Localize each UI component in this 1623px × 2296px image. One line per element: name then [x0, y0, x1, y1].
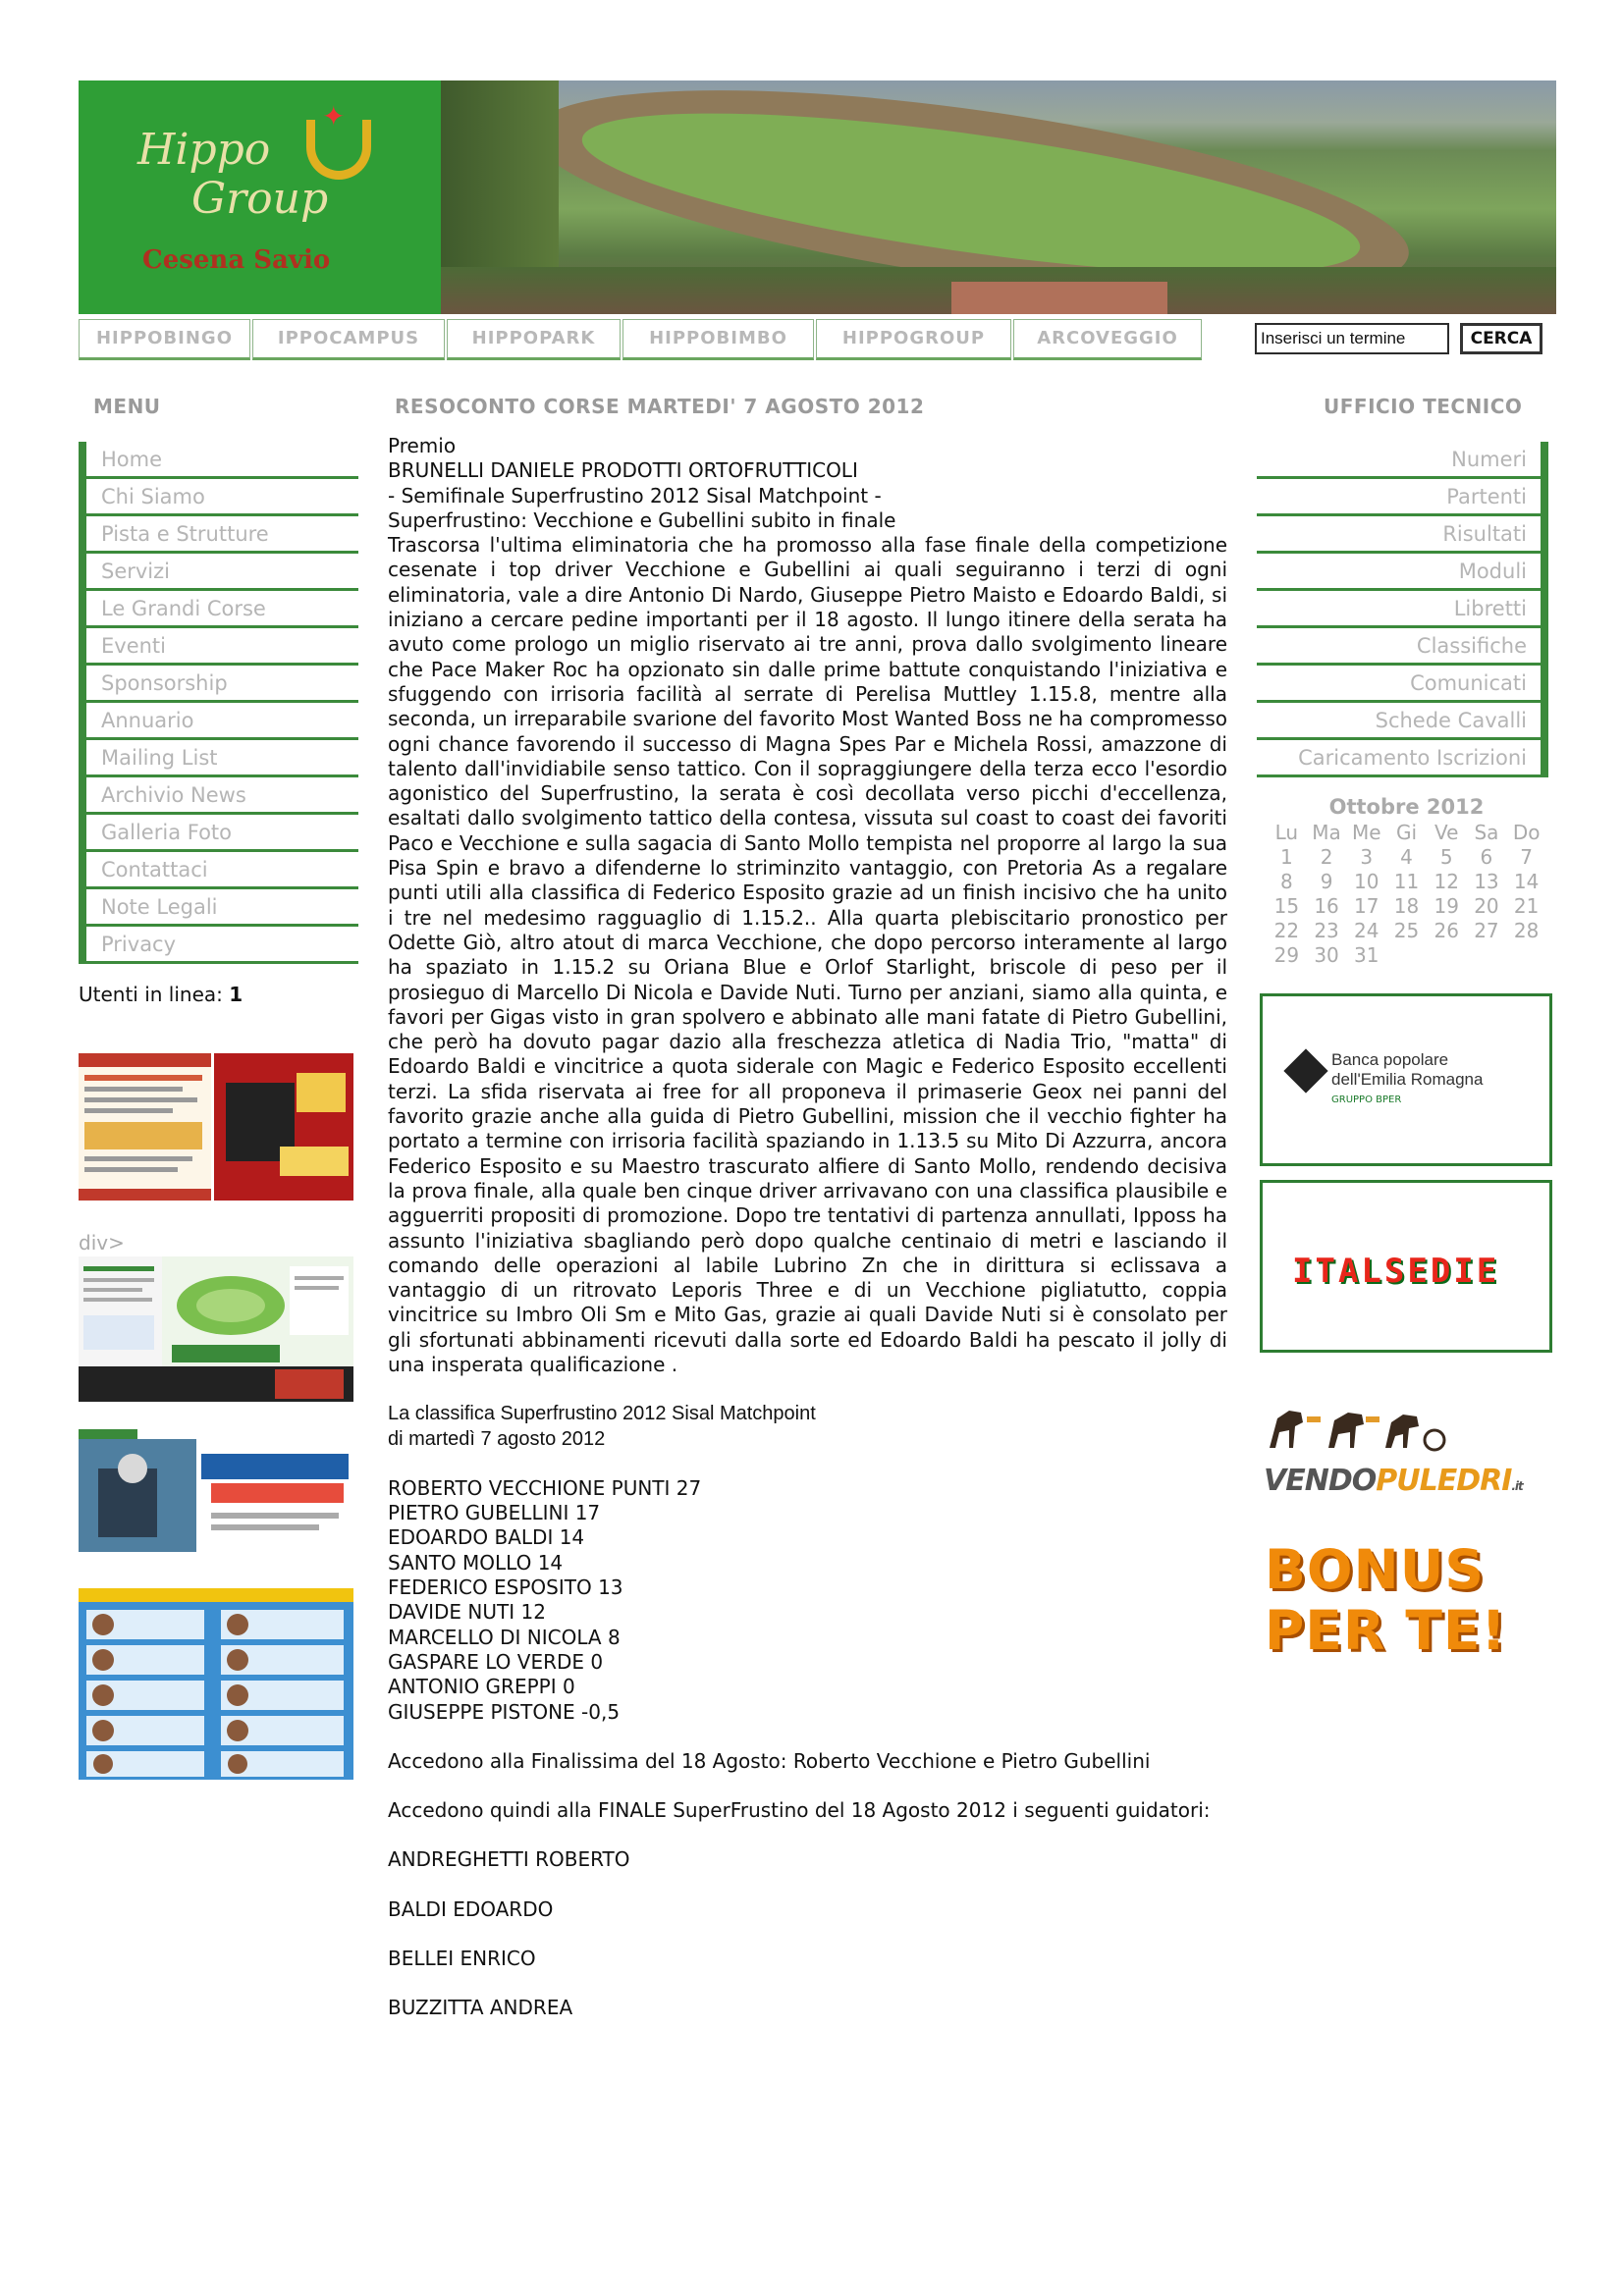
calendar-day[interactable]: 16: [1314, 894, 1339, 918]
classifica-date: di martedì 7 agosto 2012: [388, 1427, 606, 1450]
article-paragraph: Trascorsa l'ultima eliminatoria che ha promosso alla fase finale della competizione cesenate i top driver Vecchione e Gubellini ai quali seguiranno i terzi di ogni eliminatoria, vale a dire Antonio Di Nardo, Giuseppe Pietro Maisto e Edoardo Baldi, si iniziano a cercare pedine importanti per il 18 agosto. Il lungo itinere della serata ha avuto come prologo un miglio riservato ai tre anni, prova dallo svolgimento lineare che Pace Maker Roc ha opzionato sin dalle prime battute conquistando l'iniziativa e sfuggendo con irrisoria facilità al serrate di Perelisa Muttley 1.15.8, mentre alla seconda, un irreparabile svarione del favorito Most Wanted Boss ne ha compromesso ogni chance favorendo il successo di Magna Spes Par e Michela Rossi, amazzone di talento dall'invidiabile senso tattico. Con il sopraggiungere della terza ecco l'esordio agonistico del Superfrustino, la serata è così decollata verso picchi d'eccellenza, esaltati dallo svolgimento tattico della contesa, vissuta sul coast to coast dei favoriti Paco e Vecchione e sulla sagacia di Santo Mollo tempista nel proporre al largo la sua Pisa Spin e bravo a difenderne lo striminzito vantaggio, con Pretoria As a regalare punti utili alla classifica di Federico Esposito grazie ad un finish incisivo che ha unito i tre nel medesimo ragguaglio di 1.15.2.. Alla quarta plebiscitario pronostico per Odette Giò, altro atout di marca Vecchione, che dopo percorso interamente al largo ha spaziato in 1.15.2 su Oriana Blue e Orlof Starlight, briscole di peso per il prosieguo di Marcello Di Nicola e Davide Nuti. Turno per anziani, siamo alla quinta, e favori per Gigas visto in gran spolvero e abbinato alle mani fatate di Pietro Gubellini, che però ha dovuto pagar dazio alla freschezza atletica di Nadia Trio, "matta" di Edoardo Baldi e vincitrice a quota siderale con Magic e Federico Esposito eccellenti terzi. La sfida riservata ai free for all proponeva il primaserie Geox nei panni del favorito grazie anche alla guida di Pietro Gubellini, mission che il vecchio fighter ha portato a termine con irrisoria facilità spaziando in 1.13.5 su Mito Di Azzurra, ancora Federico Esposito e su Maestro trascurato alfiere di Santo Mollo, rendendo decisiva la prova finale, alla quale ben cinque driver arrivavano con una classifica plausibile e agguerriti propositi di promozione. Dopo tre tentativi di partenza annullati, Ipposs ha assunto l'iniziativa sbagliando però dopo qualche centinaio di metri e lasciando il comando delle operazioni al labile Lubrino Zn che in dirittura si eclissava a vantaggio di un ritrovato Leporis Three e di un Vecchione pigliatutto, coppia vincitrice su Imbro Oli Sm e Mito Gas, grazie ai quali Davide Nuti si è consolato per gli sfortunati abbinamenti ricevuti dalla sorte ed Edoardo Baldi ha pescato il jolly di una insperata qualificazione .: [388, 533, 1227, 1376]
calendar-day[interactable]: 31: [1354, 943, 1380, 967]
calendar-day[interactable]: 11: [1393, 870, 1420, 893]
calendar-day[interactable]: 2: [1320, 845, 1333, 869]
nav-tab-hippopark[interactable]: HIPPOPARK: [447, 319, 621, 360]
menu-item-sponsorship[interactable]: Sponsorship: [79, 666, 358, 703]
promo-flyer-2[interactable]: [79, 1256, 353, 1402]
article-intro-3: - Semifinale Superfrustino 2012 Sisal Matchpoint -: [388, 483, 882, 507]
horseshoe-icon: [306, 120, 371, 180]
calendar-day[interactable]: 25: [1393, 919, 1420, 942]
calendar-day[interactable]: 29: [1273, 943, 1300, 967]
tech-item-risultati[interactable]: Risultati: [1257, 516, 1548, 554]
calendar-day[interactable]: 23: [1314, 919, 1339, 942]
promo-drivers-image: [79, 1588, 353, 1780]
weekday: Ma: [1312, 821, 1341, 844]
calendar-day[interactable]: 21: [1513, 894, 1540, 918]
article-intro-4: Superfrustino: Vecchione e Gubellini subito in finale: [388, 507, 896, 532]
menu-item-annuario[interactable]: Annuario: [79, 703, 358, 740]
calendar-day[interactable]: 28: [1513, 919, 1540, 942]
standing-row: MARCELLO DI NICOLA 8: [388, 1625, 621, 1649]
tech-item-classifiche[interactable]: Classifiche: [1257, 628, 1548, 666]
standing-row: GASPARE LO VERDE 0: [388, 1649, 604, 1674]
calendar-day[interactable]: 15: [1273, 894, 1300, 918]
standing-row: SANTO MOLLO 14: [388, 1550, 564, 1575]
standing-row: FEDERICO ESPOSITO 13: [388, 1575, 623, 1600]
nav-tab-hippobingo[interactable]: HIPPOBINGO: [79, 319, 250, 360]
top-nav: [79, 319, 1556, 358]
calendar-week: [1267, 919, 1546, 943]
calendar-week: [1267, 845, 1546, 870]
article-body: [388, 434, 1227, 2021]
driver-item: BALDI EDOARDO: [388, 1896, 554, 1921]
driver-item: BELLEI ENRICO: [388, 1947, 536, 1971]
tech-item-caricamento-iscrizioni[interactable]: Caricamento Iscrizioni: [1257, 740, 1548, 777]
calendar-day[interactable]: 3: [1360, 845, 1374, 869]
calendar-day[interactable]: 22: [1273, 919, 1300, 942]
calendar-day[interactable]: 30: [1314, 943, 1339, 967]
tech-menu: [1257, 442, 1548, 777]
nav-tab-hippogroup[interactable]: HIPPOGROUP: [816, 319, 1011, 360]
finale-intro: Accedono quindi alla FINALE SuperFrustino del 18 Agosto 2012 i seguenti guidatori:: [388, 1798, 1211, 1823]
promo-flyer-1[interactable]: [79, 1053, 353, 1201]
calendar-day[interactable]: 10: [1354, 870, 1380, 893]
search-input[interactable]: Inserisci un termine: [1255, 323, 1449, 354]
menu-item-mailing-list[interactable]: Mailing List: [79, 740, 358, 777]
promo-flyer-1-image: [79, 1053, 353, 1201]
driver-item: BUZZITTA ANDREA: [388, 1996, 573, 2020]
calendar-week: [1267, 894, 1546, 919]
vendopuledri-text: [1264, 1464, 1523, 1498]
calendar-day[interactable]: 5: [1439, 845, 1453, 869]
finalissima-text: Accedono alla Finalissima del 18 Agosto: Roberto Vecchione e Pietro Gubellini: [388, 1748, 1151, 1773]
sponsor-vendopuledri[interactable]: [1260, 1387, 1523, 1505]
menu-item-servizi[interactable]: Servizi: [79, 554, 358, 591]
calendar-week: [1267, 943, 1546, 968]
search-button[interactable]: CERCA: [1460, 323, 1542, 354]
bonus-line1: BONUS: [1265, 1538, 1485, 1601]
promo-flyer-2-image: [79, 1256, 353, 1402]
article-heading: RESOCONTO CORSE MARTEDI' 7 AGOSTO 2012: [395, 395, 925, 418]
tech-item-schede-cavalli[interactable]: Schede Cavalli: [1257, 703, 1548, 740]
calendar-weekdays: [1267, 821, 1546, 845]
calendar-day[interactable]: 26: [1434, 919, 1459, 942]
calendar: [1267, 795, 1546, 968]
promo-drivers[interactable]: [79, 1588, 353, 1780]
tech-item-partenti[interactable]: Partenti: [1257, 479, 1548, 516]
nav-tab-arcoveggio[interactable]: ARCOVEGGIO: [1013, 319, 1202, 360]
weekday: Me: [1352, 821, 1381, 844]
calendar-week: [1267, 870, 1546, 894]
menu-item-contattaci[interactable]: Contattaci: [79, 852, 358, 889]
calendar-day[interactable]: 4: [1400, 845, 1413, 869]
menu-item-grandi-corse[interactable]: Le Grandi Corse: [79, 591, 358, 628]
menu-item-archivio-news[interactable]: Archivio News: [79, 777, 358, 815]
calendar-day[interactable]: [1386, 943, 1427, 968]
bper-name-line2: dell'Emilia Romagna: [1331, 1070, 1484, 1089]
standing-row: ROBERTO VECCHIONE PUNTI 27: [388, 1475, 702, 1500]
calendar-day[interactable]: 18: [1393, 894, 1420, 918]
driver-item: ANDREGHETTI ROBERTO: [388, 1847, 630, 1872]
weekday: Gi: [1395, 821, 1418, 844]
tech-heading: UFFICIO TECNICO: [1324, 395, 1523, 418]
standing-row: EDOARDO BALDI 14: [388, 1525, 585, 1550]
sponsor-italsedie[interactable]: [1260, 1180, 1552, 1353]
menu-item-galleria-foto[interactable]: Galleria Foto: [79, 815, 358, 852]
menu-item-pista[interactable]: Pista e Strutture: [79, 516, 358, 554]
tech-item-moduli[interactable]: Moduli: [1257, 554, 1548, 591]
bper-group: GRUPPO BPER: [1331, 1095, 1402, 1105]
bper-name-line1: Banca popolare: [1331, 1050, 1449, 1069]
nav-tab-ippocampus[interactable]: IPPOCAMPUS: [252, 319, 445, 360]
nav-tab-hippobimbo[interactable]: HIPPOBIMBO: [622, 319, 814, 360]
standing-row: GIUSEPPE PISTONE -0,5: [388, 1699, 621, 1724]
online-count: 1: [229, 983, 243, 1006]
logo-text-group: Group: [191, 174, 329, 224]
promo-superfrustino[interactable]: [79, 1429, 353, 1552]
calendar-day[interactable]: 20: [1474, 894, 1499, 918]
standing-row: PIETRO GUBELLINI 17: [388, 1501, 601, 1525]
weekday: Do: [1512, 821, 1541, 844]
menu-item-privacy[interactable]: Privacy: [79, 927, 358, 964]
horse-silhouettes-icon: [1260, 1387, 1452, 1466]
online-users: [79, 983, 243, 1006]
weekday: Ve: [1434, 821, 1459, 844]
star-icon: ✦: [322, 100, 346, 133]
weekday: Lu: [1274, 821, 1299, 844]
article-intro-2: BRUNELLI DANIELE PRODOTTI ORTOFRUTTICOLI: [388, 458, 858, 483]
calendar-day[interactable]: 24: [1354, 919, 1380, 942]
logo-text-city: Cesena Savio: [142, 245, 331, 275]
calendar-day[interactable]: [1467, 943, 1507, 968]
buildings: [951, 282, 1167, 314]
promo-superfrustino-image: [79, 1429, 353, 1552]
bonus-banner[interactable]: [1265, 1539, 1507, 1661]
classifica-title: La classifica Superfrustino 2012 Sisal Matchpoint: [388, 1403, 816, 1425]
left-menu: [79, 442, 358, 964]
calendar-day[interactable]: 19: [1434, 894, 1459, 918]
logo-text-hippo: Hippo: [137, 125, 271, 175]
article-intro-1: Premio: [388, 434, 457, 457]
weekday: Sa: [1474, 821, 1499, 844]
vendo-tld: .it: [1511, 1479, 1523, 1493]
calendar-day[interactable]: 12: [1434, 870, 1459, 893]
bonus-line2: PER TE!: [1265, 1599, 1507, 1662]
online-label: Utenti in linea:: [79, 983, 223, 1006]
site-banner: [79, 80, 1556, 314]
racetrack-photo: [441, 80, 1556, 314]
tech-item-comunicati[interactable]: Comunicati: [1257, 666, 1548, 703]
div-label: div>: [79, 1231, 125, 1255]
calendar-day[interactable]: 7: [1520, 845, 1533, 869]
menu-item-eventi[interactable]: Eventi: [79, 628, 358, 666]
calendar-day[interactable]: 17: [1354, 894, 1380, 918]
menu-item-home[interactable]: Home: [79, 442, 358, 479]
menu-heading: MENU: [93, 395, 161, 418]
calendar-day[interactable]: 9: [1320, 870, 1333, 893]
calendar-day[interactable]: 1: [1279, 845, 1293, 869]
puledri-word: PULEDRI: [1376, 1464, 1512, 1498]
italsedie-logo: ITALSEDIE: [1292, 1252, 1500, 1291]
tech-item-libretti[interactable]: Libretti: [1257, 591, 1548, 628]
calendar-day[interactable]: 6: [1480, 845, 1493, 869]
sponsor-bper[interactable]: [1260, 993, 1552, 1166]
tech-item-numeri[interactable]: Numeri: [1257, 442, 1548, 479]
calendar-day[interactable]: 27: [1474, 919, 1499, 942]
calendar-day[interactable]: 13: [1474, 870, 1499, 893]
standing-row: ANTONIO GREPPI 0: [388, 1675, 575, 1699]
standing-row: DAVIDE NUTI 12: [388, 1600, 546, 1625]
calendar-day[interactable]: 14: [1513, 870, 1540, 893]
vendo-word: VENDO: [1264, 1464, 1377, 1498]
calendar-title: Ottobre 2012: [1328, 795, 1485, 819]
menu-item-note-legali[interactable]: Note Legali: [79, 889, 358, 927]
bper-logo-icon: [1283, 1048, 1327, 1093]
calendar-day[interactable]: [1506, 943, 1546, 968]
calendar-day[interactable]: 8: [1279, 870, 1293, 893]
hippo-group-logo[interactable]: [79, 80, 441, 314]
calendar-day[interactable]: [1427, 943, 1467, 968]
menu-item-chi-siamo[interactable]: Chi Siamo: [79, 479, 358, 516]
